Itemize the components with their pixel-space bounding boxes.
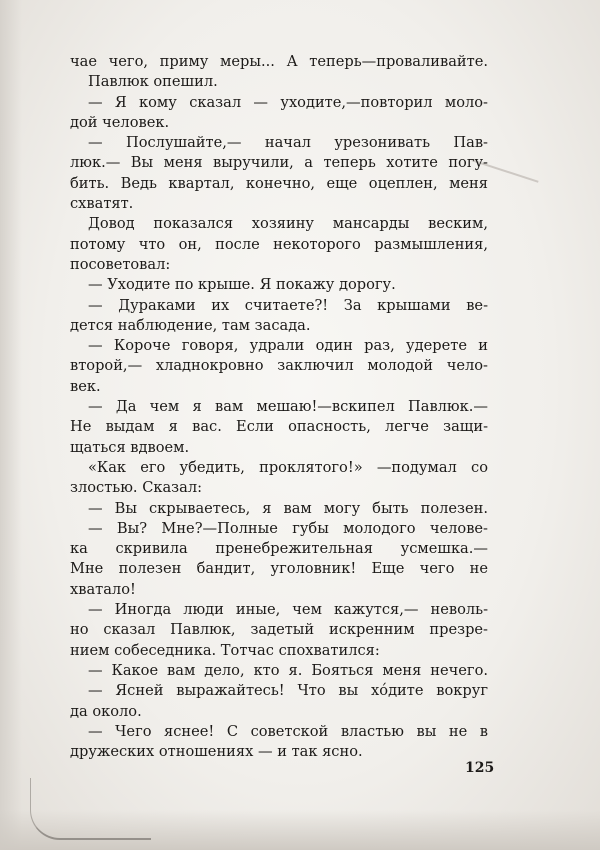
text-line: век. [70,377,101,395]
text-line: да около. [70,702,142,720]
text-line: чае чего, приму меры... А теперь—проваливайте. [70,53,488,70]
text-line: Мне полезен бандит, уголовник! Еще чего не [70,560,488,578]
text-line: схватят. [70,195,134,213]
text-line: дой человек. [70,113,170,131]
page-number: 125 [465,760,495,776]
text-line: — Вы? Мне?—Полные губы молодого челове- [88,519,488,537]
text-line: — Короче говоря, удрали один раз, удерете и [88,337,488,355]
page-shadow-left [0,0,22,850]
worn-page-corner [30,778,151,840]
text-line: — Послушайте,— начал урезонивать Пав- [88,134,488,152]
text-line: потому что он, после некоторого размышления, [70,235,488,253]
text-line: Довод показался хозяину мансарды веским, [88,215,488,233]
text-line: но сказал Павлюк, задетый искренним презре- [70,621,488,639]
text-line: злостью. Сказал: [70,479,203,497]
text-line: посоветовал: [70,255,171,273]
text-line: — Иногда люди иные, чем кажутся,— неволь- [88,601,488,619]
text-line: Не выдам я вас. Если опасность, легче защи- [70,418,488,436]
text-line: люк.— Вы меня выручили, а теперь хотите погу- [70,154,488,172]
text-line: дется наблюдение, там засада. [70,316,311,334]
text-line: — Уходите по крыше. Я покажу дорогу. [88,276,396,294]
text-line: бить. Ведь квартал, конечно, еще оцеплен, меня [70,174,488,192]
text-line: второй,— хладнокровно заключил молодой чело- [70,357,488,375]
text-line: ка скривила пренебрежительная усмешка.— [70,540,488,558]
text-line: — Я кому сказал — уходите,—повторил моло- [88,93,488,111]
text-line: «Как его убедить, проклятого!» —подумал со [88,458,488,476]
text-line: — Чего яснее! С советской властью вы не в [88,722,488,740]
body-text [70,52,488,762]
text-line: — Дураками их считаете?! За крышами ве- [88,296,488,314]
text-line: — Да чем я вам мешаю!—вскипел Павлюк.— [88,398,488,416]
text-line: хватало! [70,580,136,598]
text-line: нием собеседника. Тотчас спохватился: [70,641,380,659]
text-line: — Какое вам дело, кто я. Бояться меня нечего. [88,661,488,679]
text-line: — Вы скрываетесь, я вам могу быть полезен. [88,499,488,517]
text-line: щаться вдвоем. [70,438,190,456]
text-line: — Ясней выражайтесь! Что вы хóдите вокруг [88,682,488,700]
text-line: Павлюк опешил. [88,73,218,91]
text-line: дружеских отношениях — и так ясно. [70,743,363,761]
